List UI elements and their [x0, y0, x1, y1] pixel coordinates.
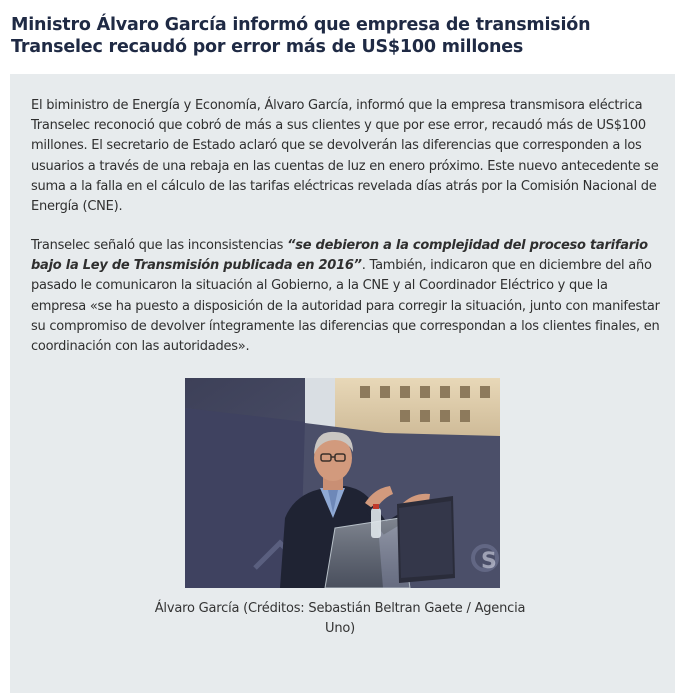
article-title: Ministro Álvaro García informó que empresa de transmisión Transelec recaudó por error más de US$100 millones: [11, 15, 591, 57]
photo-caption: Álvaro García (Créditos: Sebastián Beltran Gaete / Agencia Uno): [154, 601, 526, 636]
paragraph-2-rest: . También, indicaron que en diciembre del año pasado le comunicaron la situación al Gobierno, a la CNE y al Coordinador Eléctrico y que la empresa «se ha puesto a disposición de la autoridad para corregir la situación, junto con manifestar su compromiso de devolver íntegramente las diferencias que correspondan a los clientes finales, en coordinación con las autoridades».: [31, 258, 660, 355]
article-photo: [185, 378, 500, 588]
paragraph-1: El biministro de Energía y Economía, Álvaro García, informó que la empresa transmisora eléctrica Transelec reconoció que cobró de más a sus clientes y que por ese error, recaudó más de US$100 millones. El secretario de Estado aclaró que se devolverán las diferencias que corresponden a los usuarios a través de una rebaja en las cuentas de luz en enero próximo. Este nuevo antecedente se suma a la falla en el cálculo de las tarifas eléctricas revelada días atrás por la Comisión Nacional de Energía (CNE).: [31, 98, 659, 215]
svg-text:S: S: [481, 549, 497, 574]
paragraph-2-quote: “se debieron a la complejidad del proceso tarifario bajo la Ley de Transmisión publicada en 2016”: [31, 238, 648, 274]
article-body-card: [10, 74, 675, 693]
paragraph-2: [31, 236, 661, 357]
photo-illustration: [185, 378, 500, 588]
paragraph-2-lead: Transelec señaló que las inconsistencias: [31, 238, 288, 253]
